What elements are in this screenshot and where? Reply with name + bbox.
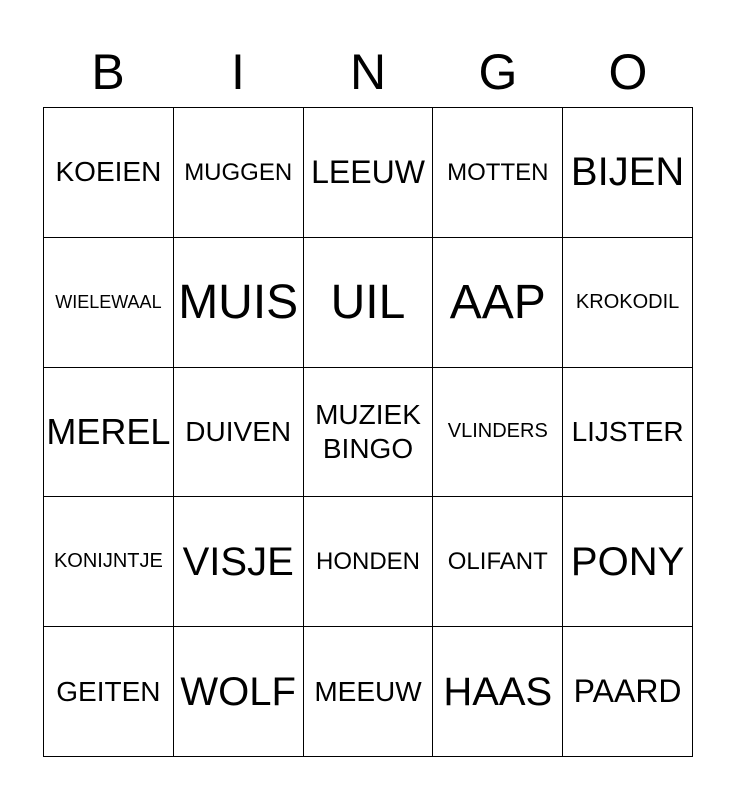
bingo-cell[interactable] xyxy=(433,238,563,368)
cell-text: WOLF xyxy=(180,669,296,714)
cell-text: HAAS xyxy=(443,669,553,714)
cell-text: KOEIEN xyxy=(55,156,162,188)
cell-text: GEITEN xyxy=(56,675,161,707)
header-letter-n: N xyxy=(349,44,387,100)
cell-text: WIELEWAAL xyxy=(55,291,162,312)
cell-text: BIJEN xyxy=(570,150,685,195)
bingo-cell[interactable] xyxy=(563,497,693,627)
header-letter-b: B xyxy=(91,44,125,100)
cell-text: MEEUW xyxy=(314,675,422,707)
cell-text: VLINDERS xyxy=(447,420,548,443)
bingo-cell[interactable] xyxy=(433,368,563,498)
bingo-cell[interactable] xyxy=(44,497,174,627)
bingo-cell[interactable] xyxy=(44,108,174,238)
bingo-cell[interactable] xyxy=(304,627,434,757)
header-letter-o: O xyxy=(608,44,648,100)
bingo-cell[interactable] xyxy=(563,238,693,368)
cell-text: VISJE xyxy=(182,539,294,584)
cell-text: DUIVEN xyxy=(185,415,292,447)
cell-text: KROKODIL xyxy=(575,290,680,313)
bingo-cell[interactable] xyxy=(304,238,434,368)
free-space-text xyxy=(315,398,421,465)
bingo-cell[interactable] xyxy=(44,627,174,757)
cell-text: KONIJNTJE xyxy=(53,550,163,573)
free-space-line2: BINGO xyxy=(322,432,414,464)
cell-text: MOTTEN xyxy=(447,158,549,186)
cell-text: MEREL xyxy=(46,411,171,453)
bingo-cell[interactable] xyxy=(304,108,434,238)
header-letter-g: G xyxy=(478,44,518,100)
cell-text: MUIS xyxy=(178,275,299,329)
bingo-cell[interactable] xyxy=(174,108,304,238)
bingo-cell[interactable] xyxy=(563,108,693,238)
bingo-cell[interactable] xyxy=(174,238,304,368)
bingo-cell[interactable] xyxy=(174,497,304,627)
header-letter-i: I xyxy=(231,44,245,100)
cell-text: HONDEN xyxy=(315,547,420,575)
bingo-cell[interactable] xyxy=(433,627,563,757)
cell-text: PAARD xyxy=(573,673,682,710)
bingo-cell[interactable] xyxy=(563,368,693,498)
bingo-cell[interactable] xyxy=(304,497,434,627)
bingo-grid xyxy=(43,107,693,757)
bingo-cell[interactable] xyxy=(44,238,174,368)
bingo-cell[interactable] xyxy=(44,368,174,498)
bingo-cell[interactable] xyxy=(433,497,563,627)
cell-text: OLIFANT xyxy=(447,547,548,575)
bingo-cell[interactable] xyxy=(174,368,304,498)
free-space-line1: MUZIEK xyxy=(315,399,421,431)
cell-text: LEEUW xyxy=(311,154,425,190)
cell-text: UIL xyxy=(330,275,406,329)
bingo-header xyxy=(43,40,693,104)
bingo-cell[interactable] xyxy=(174,627,304,757)
cell-text: AAP xyxy=(449,275,546,329)
cell-text: LIJSTER xyxy=(571,415,684,447)
cell-text: MUGGEN xyxy=(184,158,293,186)
free-space-cell[interactable] xyxy=(304,368,434,498)
cell-text: PONY xyxy=(570,539,685,584)
bingo-cell[interactable] xyxy=(563,627,693,757)
bingo-cell[interactable] xyxy=(433,108,563,238)
